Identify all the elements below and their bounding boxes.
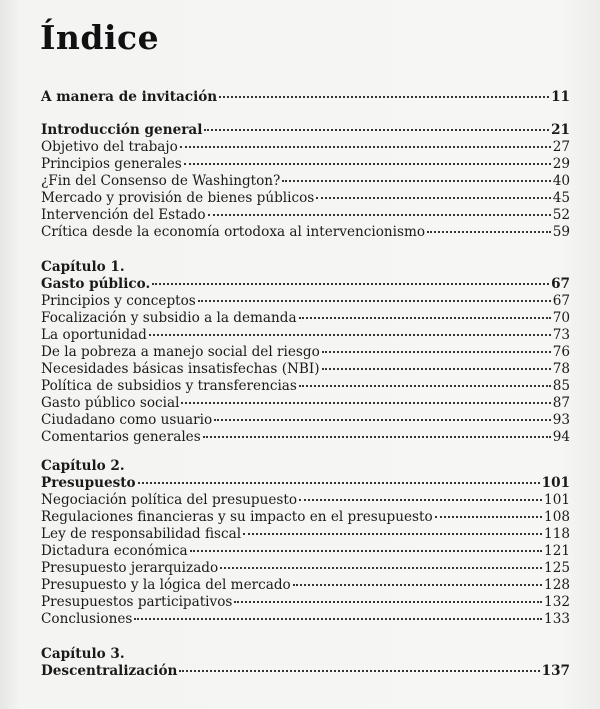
- entry-title: Presupuesto jerarquizado: [41, 560, 219, 576]
- dot-leader: [184, 163, 551, 165]
- dot-leader: [316, 197, 550, 199]
- page-number: 128: [544, 577, 570, 593]
- entry-title: ¿Fin del Consenso de Washington?: [41, 173, 281, 189]
- entry-title: Conclusiones: [41, 611, 133, 627]
- entry-title: Crítica desde la economía ortodoxa al intervencionismo: [41, 224, 426, 240]
- toc-entry: [41, 543, 570, 560]
- page-number: 125: [544, 560, 570, 576]
- dot-leader: [181, 402, 550, 404]
- toc-entry: [41, 429, 570, 446]
- toc-entry: [41, 122, 570, 139]
- entry-title: Comentarios generales: [41, 429, 201, 445]
- toc-entry: [41, 395, 570, 412]
- toc-section: [41, 259, 570, 446]
- page-number: 93: [552, 412, 570, 428]
- toc-entry: [41, 509, 570, 526]
- dot-leader: [293, 584, 542, 586]
- toc-entry: [41, 560, 570, 577]
- entry-title: Introducción general: [41, 122, 203, 138]
- dot-leader: [435, 516, 542, 518]
- dot-leader: [220, 567, 542, 569]
- entry-title: Necesidades básicas insatisfechas (NBI): [41, 361, 320, 377]
- page-number: 59: [552, 224, 570, 240]
- page-number: 101: [541, 475, 570, 491]
- dot-leader: [198, 300, 551, 302]
- toc-entry: [41, 207, 570, 224]
- toc-entry: [41, 492, 570, 509]
- entry-title: Principios y conceptos: [41, 293, 196, 309]
- chapter-heading: Capítulo 3.: [41, 646, 125, 662]
- page-number: 40: [552, 173, 570, 189]
- toc-entry: [41, 526, 570, 543]
- dot-leader: [179, 670, 539, 672]
- dot-leader: [190, 550, 543, 552]
- page-number: 67: [551, 276, 570, 292]
- toc-entry: [41, 378, 570, 395]
- toc-entry: [41, 190, 570, 207]
- entry-title: Dictadura económica: [41, 543, 188, 559]
- page-number: 27: [552, 139, 570, 155]
- dot-leader: [219, 96, 549, 98]
- page-number: 108: [544, 509, 570, 525]
- dot-leader: [204, 129, 549, 131]
- chapter-heading: Capítulo 1.: [41, 259, 125, 275]
- page-number: 94: [552, 429, 570, 445]
- toc-entry: [41, 611, 570, 628]
- dot-leader: [134, 618, 542, 620]
- dot-leader: [299, 499, 542, 501]
- page-number: 132: [544, 594, 570, 610]
- dot-leader: [149, 334, 551, 336]
- dot-leader: [152, 283, 549, 285]
- page-number: 87: [552, 395, 570, 411]
- entry-title: La oportunidad: [41, 327, 147, 343]
- entry-title: Ciudadano como usuario: [41, 412, 213, 428]
- dot-leader: [282, 180, 550, 182]
- page-number: 137: [541, 663, 570, 679]
- dot-leader: [234, 601, 542, 603]
- toc-section: [41, 89, 570, 106]
- entry-title: Negociación política del presupuesto: [41, 492, 298, 508]
- toc-section: [41, 458, 570, 628]
- toc-section: [41, 646, 570, 680]
- page-number: 133: [544, 611, 570, 627]
- toc-entry: [41, 156, 570, 173]
- page-number: 118: [544, 526, 570, 542]
- toc-entry: [41, 276, 570, 293]
- entry-title: Presupuesto: [41, 475, 136, 491]
- toc-section: [41, 122, 570, 241]
- page-number: 70: [552, 310, 570, 326]
- page-number: 101: [544, 492, 570, 508]
- dot-leader: [299, 317, 551, 319]
- dot-leader: [138, 482, 540, 484]
- page-number: 21: [551, 122, 570, 138]
- page-number: 29: [552, 156, 570, 172]
- page-title: Índice: [40, 18, 160, 57]
- entry-title: Presupuestos participativos: [41, 594, 233, 610]
- toc-entry: [41, 139, 570, 156]
- toc-entry: [41, 224, 570, 241]
- toc-entry: [41, 663, 570, 680]
- entry-title: Mercado y provisión de bienes públicos: [41, 190, 315, 206]
- dot-leader: [243, 533, 542, 535]
- dot-leader: [203, 436, 551, 438]
- dot-leader: [322, 351, 551, 353]
- entry-title: Focalización y subsidio a la demanda: [41, 310, 297, 326]
- dot-leader: [427, 231, 551, 233]
- entry-title: Objetivo del trabajo: [41, 139, 178, 155]
- page-number: 73: [552, 327, 570, 343]
- toc-entry: [41, 310, 570, 327]
- toc-entry: [41, 412, 570, 429]
- toc-entry: [41, 327, 570, 344]
- page-number: 45: [552, 190, 570, 206]
- dot-leader: [322, 368, 551, 370]
- page-number: 11: [551, 89, 570, 105]
- entry-title: Política de subsidios y transferencias: [41, 378, 297, 394]
- dot-leader: [214, 419, 550, 421]
- page-number: 78: [552, 361, 570, 377]
- toc-entry: [41, 594, 570, 611]
- page-number: 67: [552, 293, 570, 309]
- entry-title: Intervención del Estado: [41, 207, 206, 223]
- page-number: 52: [552, 207, 570, 223]
- toc-entry: [41, 293, 570, 310]
- dot-leader: [208, 214, 551, 216]
- toc-entry: [41, 361, 570, 378]
- dot-leader: [299, 385, 551, 387]
- entry-title: Regulaciones financieras y su impacto en el presupuesto: [41, 509, 433, 525]
- toc-entry: [41, 89, 570, 106]
- entry-title: De la pobreza a manejo social del riesgo: [41, 344, 320, 360]
- toc-entry: [41, 344, 570, 361]
- entry-title: Principios generales: [41, 156, 182, 172]
- toc-entry: [41, 475, 570, 492]
- page-number: 76: [552, 344, 570, 360]
- dot-leader: [180, 146, 551, 148]
- toc-entry: [41, 173, 570, 190]
- chapter-heading: Capítulo 2.: [41, 458, 125, 474]
- entry-title: Descentralización: [41, 663, 178, 679]
- entry-title: A manera de invitación: [41, 89, 218, 105]
- toc-entry: [41, 577, 570, 594]
- page-number: 121: [544, 543, 570, 559]
- entry-title: Gasto público social: [41, 395, 180, 411]
- entry-title: Gasto público.: [41, 276, 151, 292]
- page-number: 85: [552, 378, 570, 394]
- entry-title: Ley de responsabilidad fiscal: [41, 526, 242, 542]
- entry-title: Presupuesto y la lógica del mercado: [41, 577, 291, 593]
